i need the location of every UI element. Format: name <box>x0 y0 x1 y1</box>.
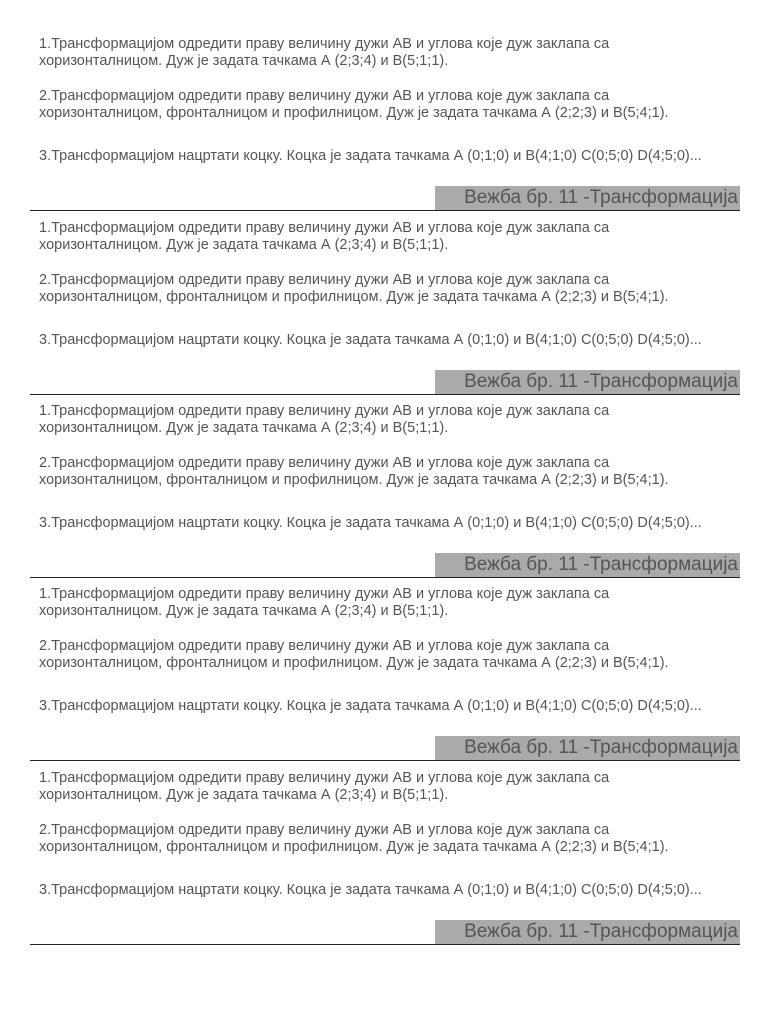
exercise-title: Вежба бр. 11 -Трансформација <box>435 553 740 577</box>
exercise-title: Вежба бр. 11 -Трансформација <box>435 186 740 210</box>
divider-line <box>30 944 740 945</box>
worksheet-block <box>30 32 740 212</box>
worksheet-block <box>30 582 740 762</box>
task-1-text: 1.Трансформацијом одредити праву величину дужи АВ и углова које дуж заклапа са хоризонталницом. Дуж је задата тачкама А (2;3;4) и В(5;1;1). <box>39 220 610 253</box>
task-1-text: 1.Трансформацијом одредити праву величину дужи АВ и углова које дуж заклапа са хоризонталницом. Дуж је задата тачкама А (2;3;4) и В(5;1;1). <box>39 586 610 619</box>
worksheet-block <box>30 216 740 396</box>
divider-line <box>30 210 740 211</box>
task-2-text: 2.Трансформацијом одредити праву величину дужи АВ и углова које дуж заклапа са хоризонталницом, фронталницом и профилницом. Дуж је задата тачкама А (2;2;3) и В(5;4;1). <box>39 88 669 121</box>
divider-line <box>30 760 740 761</box>
exercise-title: Вежба бр. 11 -Трансформација <box>435 736 740 760</box>
task-1-text: 1.Трансформацијом одредити праву величину дужи АВ и углова које дуж заклапа са хоризонталницом. Дуж је задата тачкама А (2;3;4) и В(5;1;1). <box>39 770 610 803</box>
divider-line <box>30 577 740 578</box>
exercise-title: Вежба бр. 11 -Трансформација <box>435 920 740 944</box>
task-3-text: 3.Трансформацијом нацртати коцку. Коцка је задата тачкама А (0;1;0) и В(4;1;0) С(0;5;0) D(4;5;0)... <box>39 148 702 164</box>
worksheet-block <box>30 399 740 579</box>
task-3-text: 3.Трансформацијом нацртати коцку. Коцка је задата тачкама А (0;1;0) и В(4;1;0) С(0;5;0) D(4;5;0)... <box>39 515 702 531</box>
task-2-text: 2.Трансформацијом одредити праву величину дужи АВ и углова које дуж заклапа са хоризонталницом, фронталницом и профилницом. Дуж је задата тачкама А (2;2;3) и В(5;4;1). <box>39 455 669 488</box>
task-3-text: 3.Трансформацијом нацртати коцку. Коцка је задата тачкама А (0;1;0) и В(4;1;0) С(0;5;0) D(4;5;0)... <box>39 882 702 898</box>
task-3-text: 3.Трансформацијом нацртати коцку. Коцка је задата тачкама А (0;1;0) и В(4;1;0) С(0;5;0) D(4;5;0)... <box>39 698 702 714</box>
task-1-text: 1.Трансформацијом одредити праву величину дужи АВ и углова које дуж заклапа са хоризонталницом. Дуж је задата тачкама А (2;3;4) и В(5;1;1). <box>39 403 610 436</box>
task-2-text: 2.Трансформацијом одредити праву величину дужи АВ и углова које дуж заклапа са хоризонталницом, фронталницом и профилницом. Дуж је задата тачкама А (2;2;3) и В(5;4;1). <box>39 638 669 671</box>
task-3-text: 3.Трансформацијом нацртати коцку. Коцка је задата тачкама А (0;1;0) и В(4;1;0) С(0;5;0) D(4;5;0)... <box>39 332 702 348</box>
task-1-text: 1.Трансформацијом одредити праву величину дужи АВ и углова које дуж заклапа са хоризонталницом. Дуж је задата тачкама А (2;3;4) и В(5;1;1). <box>39 36 610 69</box>
divider-line <box>30 394 740 395</box>
worksheet-block <box>30 766 740 946</box>
task-2-text: 2.Трансформацијом одредити праву величину дужи АВ и углова које дуж заклапа са хоризонталницом, фронталницом и профилницом. Дуж је задата тачкама А (2;2;3) и В(5;4;1). <box>39 272 669 305</box>
exercise-title: Вежба бр. 11 -Трансформација <box>435 370 740 394</box>
task-2-text: 2.Трансформацијом одредити праву величину дужи АВ и углова које дуж заклапа са хоризонталницом, фронталницом и профилницом. Дуж је задата тачкама А (2;2;3) и В(5;4;1). <box>39 822 669 855</box>
